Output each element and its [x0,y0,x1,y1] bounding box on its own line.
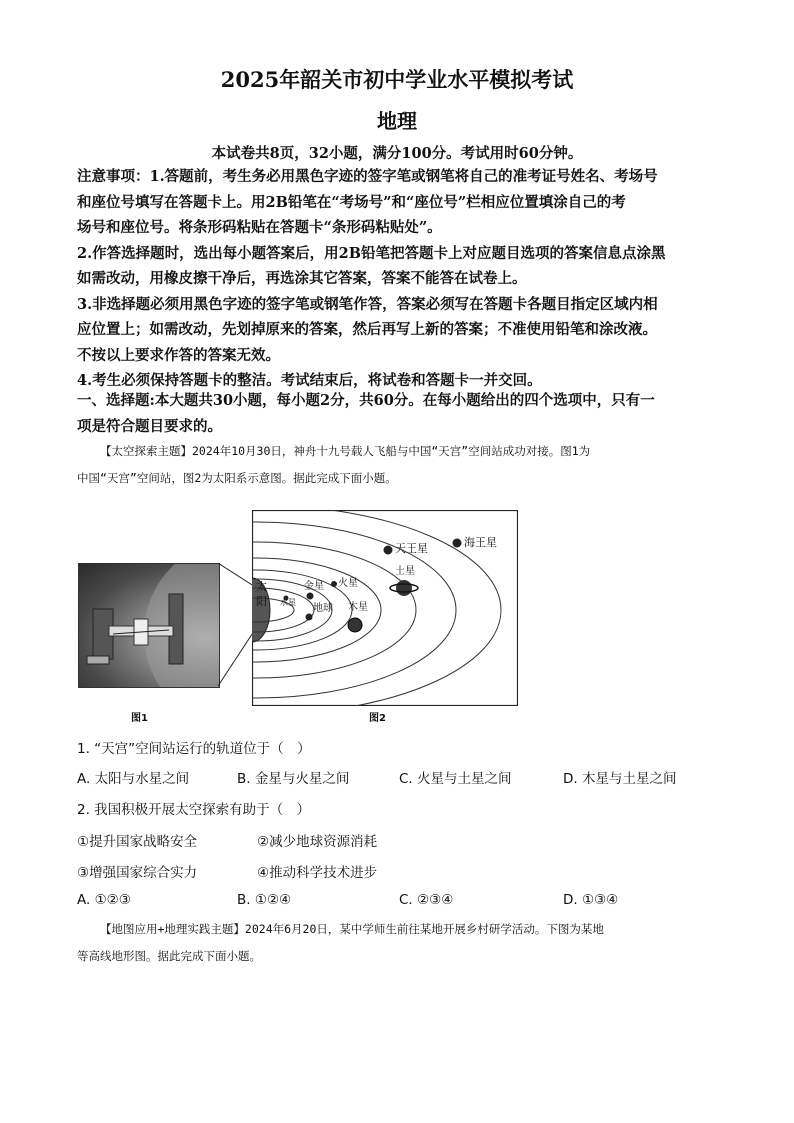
exam-info: 本试卷共8页，32小题，满分100分。考试用时60分钟。 [211,145,583,162]
saturn-dot [396,580,412,596]
jupiter-label: 木星 [348,602,368,613]
saturn-label: 土星 [395,566,415,577]
venus-dot [307,593,314,600]
note-line: 和座位号填写在答题卡上。用2B铅笔在“考场号”和“座位号”栏相应位置填涂自己的考 [77,193,626,211]
intro-line: 【太空探索主题】2024年10月30日，神舟十九号载人飞船与中国“天宫”空间站成功对接。图1为 [100,444,591,458]
solar-system-diagram [252,510,518,706]
intro-line: 等高线地形图。据此完成下面小题。 [77,949,261,963]
section-heading [77,388,727,439]
jupiter-dot [348,618,362,632]
uranus-label: 天王星 [395,542,428,555]
q1-option-c: C. 火星与土星之间 [399,771,512,787]
section-line: 项是符合题目要求的。 [77,417,222,435]
space-theme-intro [77,438,727,492]
question-2-stem: 2. 我国积极开展太空探索有助于（ ） [77,802,311,818]
sun-label: 太 [256,580,267,593]
q1-option-b: B. 金星与火星之间 [237,771,350,787]
earth-dot [306,614,313,621]
mars-dot [331,581,337,587]
neptune-dot [453,539,462,548]
earth-label: 地球 [313,603,333,614]
exam-title: 2025年韶关市初中学业水平模拟考试 [220,67,574,92]
mars-label: 火星 [338,578,358,589]
q2-option-b: B. ①②④ [237,892,292,908]
instructions [77,164,727,394]
question-1-stem: 1. “天宫”空间站运行的轨道位于（ ） [77,741,311,757]
q2-item-1: ①提升国家战略安全 [77,834,198,850]
q2-item-2: ②减少地球资源消耗 [257,834,378,850]
q2-item-4: ④推动科学技术进步 [257,865,378,881]
sun-label: 阳 [256,595,267,608]
figure-1-caption: 图1 [131,713,148,724]
section-line: 一、选择题:本大题共30小题，每小题2分，共60分。在每小题给出的四个选项中，只有一 [77,392,655,409]
exam-subject: 地理 [377,109,417,133]
map-theme-intro [77,916,727,970]
space-station-photo [78,563,220,688]
figure-2-caption: 图2 [369,713,386,724]
note-line: 场号和座位号。将条形码粘贴在答题卡“条形码粘贴处”。 [77,219,442,236]
q2-option-d: D. ①③④ [563,892,619,908]
note-line: 4.考生必须保持答题卡的整洁。考试结束后，将试卷和答题卡一并交回。 [77,372,542,389]
note-line: 注意事项：1.答题前，考生务必用黑色字迹的签字笔或钢笔将自己的准考证号姓名、考场号 [77,168,658,185]
intro-line: 【地图应用+地理实践主题】2024年6月20日，某中学师生前往某地开展乡村研学活动。下图为某地 [100,922,604,936]
mercury-label: 水星 [280,598,296,607]
venus-label: 金星 [304,581,324,592]
note-line: 不按以上要求作答的答案无效。 [77,346,280,364]
q1-option-a: A. 太阳与水星之间 [77,771,190,787]
q2-option-a: A. ①②③ [77,892,131,908]
q1-option-d: D. 木星与土星之间 [563,771,677,787]
uranus-dot [384,546,393,555]
space-station-illustration [79,564,219,687]
neptune-label: 海王星 [464,536,497,549]
note-line: 3.非选择题必须用黑色字迹的签字笔或钢笔作答，答案必须写在答题卡各题目指定区域内相 [77,295,658,313]
note-line: 如需改动，用橡皮擦干净后，再选涂其它答案，答案不能答在试卷上。 [77,270,527,287]
note-line: 应位置上；如需改动，先划掉原来的答案，然后再写上新的答案；不准使用铅笔和涂改液。 [77,321,657,338]
q2-option-c: C. ②③④ [399,892,454,908]
note-line: 2.作答选择题时，选出每小题答案后，用2B铅笔把答题卡上对应题目选项的答案信息点涂黑 [77,244,666,262]
intro-line: 中国“天宫”空间站，图2为太阳系示意图。据此完成下面小题。 [77,471,397,485]
q2-item-3: ③增强国家综合实力 [77,865,198,881]
